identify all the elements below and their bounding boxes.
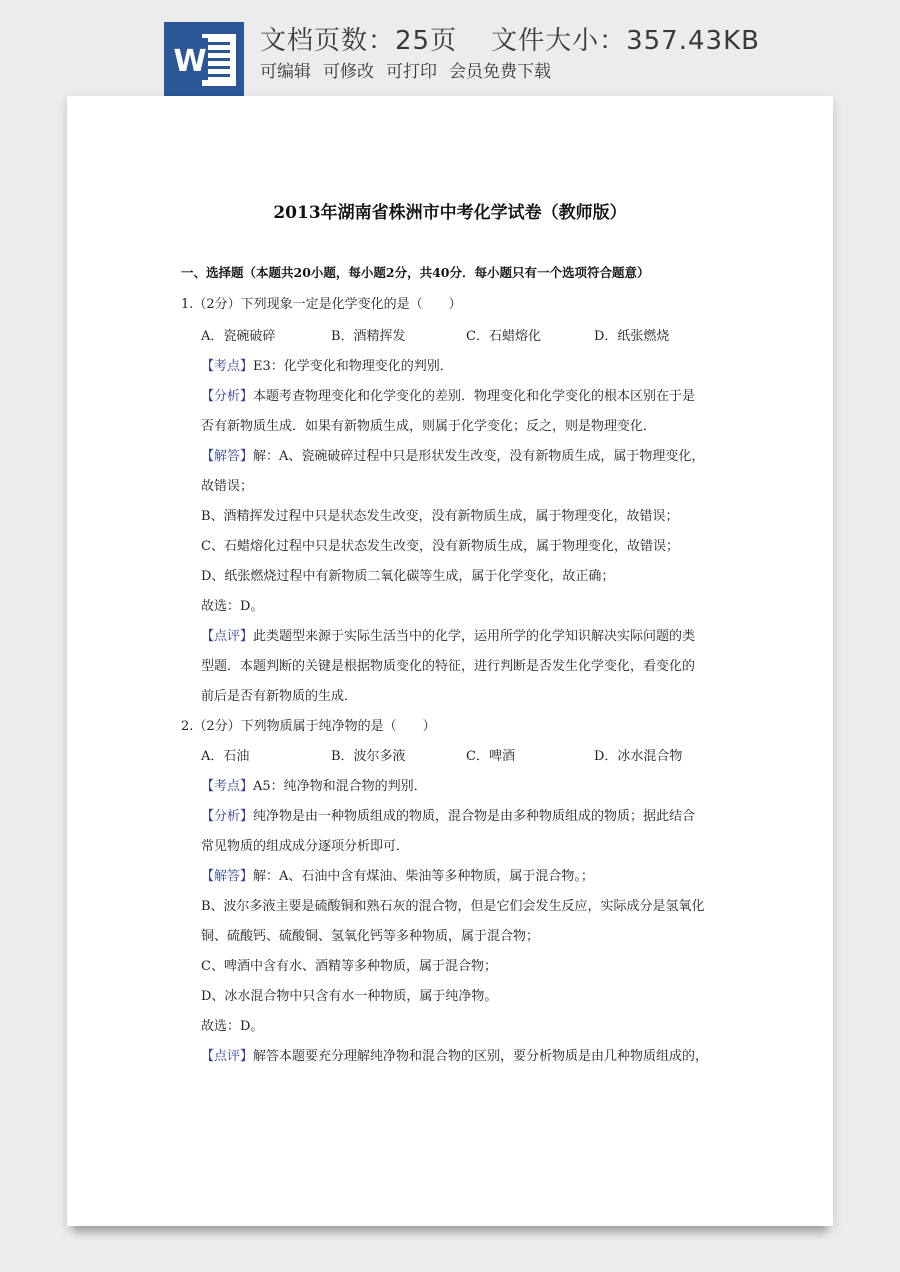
q2-jieda-text-6: 故选：D。 xyxy=(201,1019,264,1034)
feature-modifiable: 可修改 xyxy=(323,62,374,82)
q1-fenxi-text-1: 本题考查物理变化和化学变化的差别．物理变化和化学变化的根本区别在于是 xyxy=(253,389,696,404)
q1-fenxi xyxy=(201,385,695,404)
feature-free-download: 会员免费下载 xyxy=(449,62,551,82)
document-info-header xyxy=(0,0,900,100)
q1-jieda-text-3: B、酒精挥发过程中只是状态发生改变，没有新物质生成，属于物理变化，故错误； xyxy=(201,509,679,524)
q2-jieda-text-5: D、冰水混合物中只含有水一种物质，属于纯净物。 xyxy=(201,989,498,1004)
q2-kaodian-text: A5：纯净物和混合物的判别． xyxy=(253,779,427,794)
q2-fenxi xyxy=(201,805,695,824)
q1-option-c: C．石蜡熔化 xyxy=(466,329,541,344)
q1-jieda-text-4: C、石蜡熔化过程中只是状态发生改变，没有新物质生成，属于物理变化，故错误； xyxy=(201,539,679,554)
q1-dianping xyxy=(201,625,695,644)
q2-jieda-text-3: 铜、硫酸钙、硫酸铜、氢氧化钙等多种物质，属于混合物； xyxy=(201,929,540,944)
q1-dianping-text-1: 此类题型来源于实际生活当中的化学，运用所学的化学知识解决实际问题的类 xyxy=(253,629,696,644)
q2-dianping-text-1: 解答本题要充分理解纯净物和混合物的区别，要分析物质是由几种物质组成的， xyxy=(253,1049,709,1064)
section-heading: 一、选择题（本题共20小题，每小题2分，共40分．每小题只有一个选项符合题意） xyxy=(181,265,650,280)
q1-jieda-text-6: 故选：D。 xyxy=(201,599,264,614)
q2-jieda-text-2: B、波尔多液主要是硫酸铜和熟石灰的混合物，但是它们会发生反应，实际成分是氢氧化 xyxy=(201,899,705,914)
feature-list xyxy=(260,57,563,82)
q2-jieda-text-1: 解：A、石油中含有煤油、柴油等多种物质，属于混合物。； xyxy=(253,869,594,884)
q2-fenxi-tag: 【分析】 xyxy=(201,809,254,824)
question-1-stem: 1.（2分）下列现象一定是化学变化的是（ ） xyxy=(181,297,462,312)
q1-jieda-text-2: 故错误； xyxy=(201,479,254,494)
q2-dianping xyxy=(201,1045,708,1064)
q2-jieda xyxy=(201,865,594,884)
q1-kaodian xyxy=(201,355,453,374)
document-title: 2013年湖南省株洲市中考化学试卷（教师版） xyxy=(273,203,627,223)
question-1-options xyxy=(201,325,669,344)
q2-kaodian xyxy=(201,775,427,794)
q2-option-d: D．冰水混合物 xyxy=(594,749,683,764)
q1-fenxi-text-2: 否有新物质生成．如果有新物质生成，则属于化学变化；反之，则是物理变化． xyxy=(201,419,657,434)
q2-kaodian-tag: 【考点】 xyxy=(201,779,254,794)
file-size: 文件大小：357.43KB xyxy=(491,26,760,56)
q1-kaodian-text: E3：化学变化和物理变化的判别． xyxy=(253,359,453,374)
q1-option-b: B．酒精挥发 xyxy=(331,329,406,344)
q1-jieda-text-1: 解：A、瓷碗破碎过程中只是形状发生改变，没有新物质生成，属于物理变化， xyxy=(253,449,705,464)
q1-dianping-text-2: 型题．本题判断的关键是根据物质变化的特征，进行判断是否发生化学变化，看变化的 xyxy=(201,659,696,674)
q1-kaodian-tag: 【考点】 xyxy=(201,359,254,374)
q1-dianping-tag: 【点评】 xyxy=(201,629,254,644)
q1-jieda-tag: 【解答】 xyxy=(201,449,254,464)
q1-dianping-text-3: 前后是否有新物质的生成． xyxy=(201,689,358,704)
q1-jieda xyxy=(201,445,704,464)
q2-jieda-text-4: C、啤酒中含有水、酒精等多种物质，属于混合物； xyxy=(201,959,497,974)
feature-editable: 可编辑 xyxy=(260,62,311,82)
q1-option-d: D．纸张燃烧 xyxy=(594,329,670,344)
feature-printable: 可打印 xyxy=(386,62,437,82)
svg-text:W: W xyxy=(173,44,207,79)
q2-option-a: A．石油 xyxy=(201,749,250,764)
q2-option-b: B．波尔多液 xyxy=(331,749,406,764)
question-2-options xyxy=(201,745,682,764)
document-page xyxy=(67,96,833,1226)
q1-option-a: A．瓷碗破碎 xyxy=(201,329,276,344)
file-stats xyxy=(260,20,794,57)
q1-fenxi-tag: 【分析】 xyxy=(201,389,254,404)
q2-fenxi-text-1: 纯净物是由一种物质组成的物质，混合物是由多种物质组成的物质；据此结合 xyxy=(253,809,696,824)
q2-dianping-tag: 【点评】 xyxy=(201,1049,254,1064)
q2-option-c: C．啤酒 xyxy=(466,749,515,764)
word-document-icon xyxy=(164,22,244,96)
q1-jieda-text-5: D、纸张燃烧过程中有新物质二氧化碳等生成，属于化学变化，故正确； xyxy=(201,569,615,584)
page-count: 文档页数：25页 xyxy=(260,26,458,56)
question-2-stem: 2.（2分）下列物质属于纯净物的是（ ） xyxy=(181,719,436,734)
q2-jieda-tag: 【解答】 xyxy=(201,869,254,884)
q2-fenxi-text-2: 常见物质的组成成分逐项分析即可． xyxy=(201,839,410,854)
